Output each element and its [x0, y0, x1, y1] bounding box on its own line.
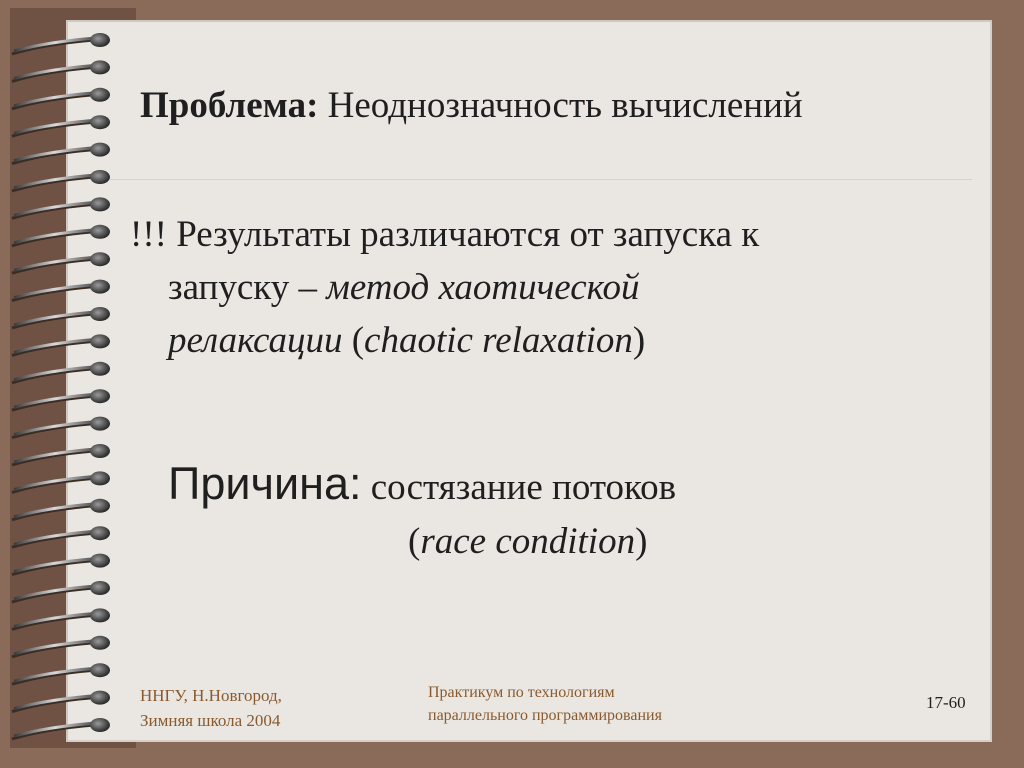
spiral-ring	[12, 334, 110, 355]
footer-course	[428, 681, 662, 727]
spiral-ring	[12, 581, 110, 602]
spiral-ring	[12, 691, 110, 712]
bullet-line-2-plain: запуску –	[168, 267, 327, 308]
bullet-line-2-italic: метод хаотической	[326, 267, 640, 308]
notebook-page	[66, 20, 992, 742]
spiral-ring	[12, 307, 110, 328]
cause-label: Причина:	[168, 458, 362, 509]
cause-line	[168, 458, 676, 510]
spiral-ring	[12, 252, 110, 273]
spiral-ring	[12, 197, 110, 218]
spiral-ring	[12, 444, 110, 465]
spiral-ring	[12, 88, 110, 109]
paren-close: )	[632, 320, 646, 361]
spiral-ring	[12, 636, 110, 657]
english-term: chaotic relaxation	[364, 320, 633, 361]
spiral-ring	[12, 33, 110, 54]
spiral-ring	[12, 225, 110, 246]
spiral-ring	[12, 170, 110, 191]
spiral-ring	[12, 608, 110, 629]
slide-number: 17-60	[926, 693, 966, 712]
bullet-line-3-italic: релаксации	[168, 320, 343, 361]
title-divider	[110, 179, 972, 180]
spiral-ring	[12, 499, 110, 520]
race-condition-term: race condition	[420, 521, 636, 562]
footer-institution	[140, 683, 282, 733]
cause-text: состязание потоков	[361, 467, 677, 508]
spiral-ring	[12, 417, 110, 438]
title-bold: Проблема:	[140, 85, 319, 126]
race-paren-close: )	[635, 521, 648, 562]
spiral-ring	[12, 663, 110, 684]
bullet-paragraph	[130, 208, 950, 367]
spiral-binding	[8, 28, 116, 743]
slide-title	[140, 84, 803, 127]
footer-course-line-2: параллельного программирования	[428, 707, 662, 724]
title-rest: Неоднозначность вычислений	[318, 85, 803, 126]
spiral-ring	[12, 389, 110, 410]
spiral-ring	[12, 115, 110, 136]
spiral-ring	[12, 526, 110, 547]
race-condition-line	[408, 520, 647, 563]
spiral-ring	[12, 362, 110, 383]
footer-institution-line-1: ННГУ, Н.Новгород,	[140, 686, 282, 705]
spiral-ring	[12, 143, 110, 164]
footer-institution-line-2: Зимняя школа 2004	[140, 711, 281, 730]
spiral-ring	[12, 60, 110, 81]
race-paren-open: (	[408, 521, 421, 562]
spiral-ring	[12, 554, 110, 575]
spiral-ring	[12, 280, 110, 301]
bullet-line-2	[130, 261, 950, 314]
spiral-ring	[12, 471, 110, 492]
spiral-ring	[12, 718, 110, 739]
bullet-line-1: !!! Результаты различаются от запуска к	[130, 214, 760, 255]
bullet-line-3	[130, 314, 950, 367]
paren-open: (	[342, 320, 365, 361]
footer-course-line-1: Практикум по технологиям	[428, 684, 615, 701]
